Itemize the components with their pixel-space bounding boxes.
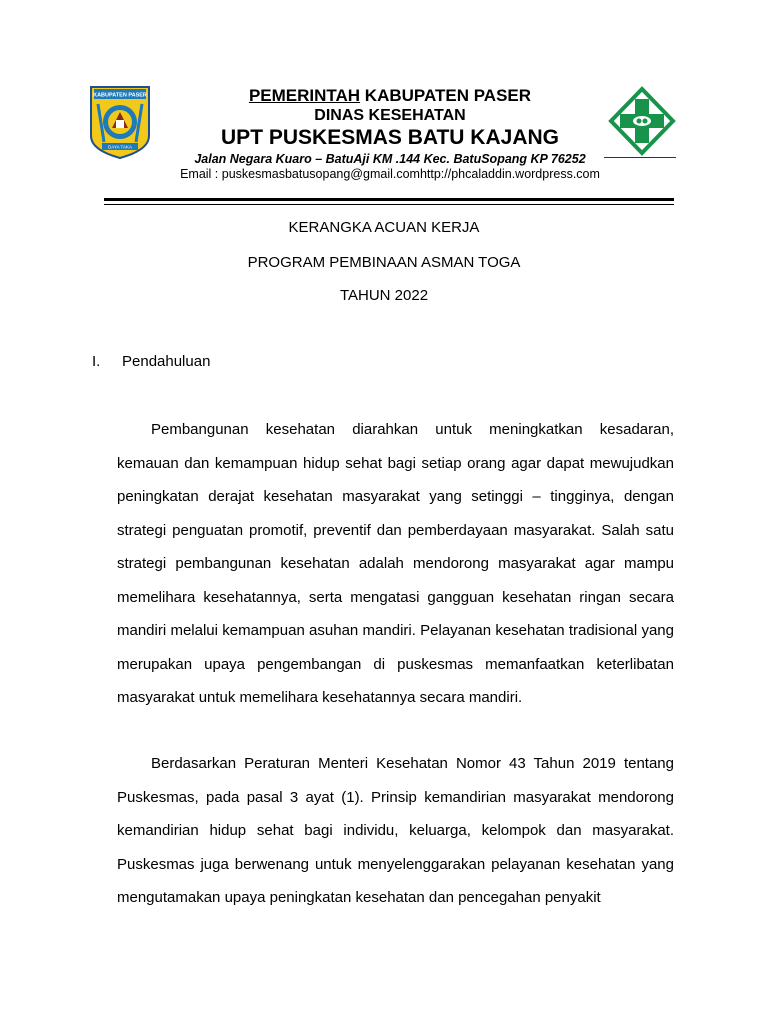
body-paragraph: Berdasarkan Peraturan Menteri Kesehatan Nomor 43 Tahun 2019 tentang Puskesmas, pada pasal 3 ayat (1). Prinsip kemandirian masyarakat mendorong kemandirian hidup sehat bagi individu, keluarga, kelompok dan masyarakat. Puskesmas juga berwenang untuk menyelenggarakan pelayanan kesehatan yang mengutamakan upaya peningkatan kesehatan dan pencegahan penyakit	[117, 755, 674, 906]
regency-crest-icon	[88, 84, 152, 160]
svg-text:DAYA TAKA: DAYA TAKA	[108, 144, 132, 150]
header-divider-thick	[104, 198, 674, 201]
section-number: I.	[92, 353, 101, 370]
government-prefix: PEMERINTAH	[248, 86, 361, 105]
svg-text:KABUPATEN PASER: KABUPATEN PASER	[93, 92, 147, 99]
program-title: PROGRAM PEMBINAAN ASMAN TOGA	[247, 254, 521, 271]
contact-line: Email : puskesmasbatusopang@gmail.comhttp://phcaladdin.wordpress.com	[180, 167, 600, 181]
document-title: KERANGKA ACUAN KERJA	[288, 219, 480, 236]
header-divider-thin	[104, 204, 674, 205]
government-regency: KABUPATEN PASER	[360, 86, 532, 105]
year-title: TAHUN 2022	[339, 287, 429, 304]
logo-underline-divider	[604, 157, 676, 158]
body-paragraph: Pembangunan kesehatan diarahkan untuk meningkatkan kesadaran, kemauan dan kemampuan hidup sehat bagi setiap orang agar dapat mewujudkan peningkatan derajat kesehatan masyarakat yang setinggi – tingginya, dengan strategi penguatan promotif, preventif dan pemberdayaan masyarakat. Salah satu strategi pembangunan kesehatan adalah mendorong masyarakat agar mampu memelihara kesehatannya, serta mengatasi gangguan kesehatan ringan secara mandiri melalui kemampuan asuhan mandiri. Pelayanan kesehatan tradisional yang merupakan upaya pengembangan di puskesmas memanfaatkan keterlibatan masyarakat untuk memelihara kesehatannya secara mandiri.	[117, 421, 674, 706]
section-title: Pendahuluan	[122, 353, 211, 370]
address-line: Jalan Negara Kuaro – BatuAji KM .144 Kec. BatuSopang KP 76252	[194, 152, 586, 166]
puskesmas-cross-icon	[608, 86, 676, 156]
unit-name: UPT PUSKESMAS BATU KAJANG	[221, 126, 559, 149]
department-name: DINAS KESEHATAN	[314, 107, 466, 124]
government-name	[160, 86, 620, 106]
